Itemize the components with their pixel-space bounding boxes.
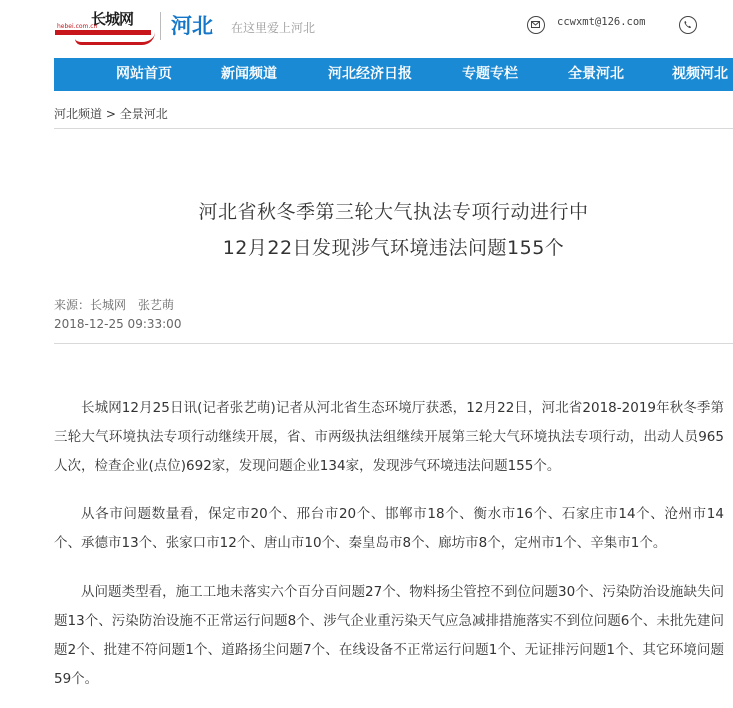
article-paragraph-2: 从各市问题数量看，保定市20个、邢台市20个、邯郸市18个、衡水市16个、石家庄市14个、沧州市14个、承德市13个、张家口市12个、唐山市10个、秦皇岛市8个、廊坊市8个，定州市1个、辛集市1个。 xyxy=(54,506,724,551)
breadcrumb xyxy=(54,105,168,122)
contact-email[interactable]: ccwxmt@126.com xyxy=(557,16,646,28)
logo-subtext: hebei.com.cn xyxy=(57,23,98,30)
nav-item-video[interactable]: 视频河北 xyxy=(672,66,728,82)
breadcrumb-home-link[interactable]: 河北频道 xyxy=(54,107,103,121)
nav-item-home[interactable]: 网站首页 xyxy=(116,66,172,82)
logo-text: 长城网 xyxy=(91,10,134,28)
breadcrumb-divider xyxy=(54,128,733,129)
site-header xyxy=(0,0,733,58)
article-paragraph-3: 从问题类型看，施工工地未落实六个百分百问题27个、物料扬尘管控不到位问题30个、污染防治设施缺失问题13个、污染防治设施不正常运行问题8个、涉气企业重污染天气应急减排措施落实不到位问题6个、未批先建问题2个、批建不符问题1个、道路扬尘问题7个、在线设备不正常运行问题1个、无证排污问题1个、其它环境问题59个。 xyxy=(54,584,724,687)
phone-icon[interactable] xyxy=(679,16,697,34)
article-paragraph-1: 长城网12月25日讯(记者张艺萌)记者从河北省生态环境厅获悉，12月22日，河北省2018-2019年秋冬季第三轮大气环境执法专项行动继续开展，省、市两级执法组继续开展第三轮大气环境执法专项行动，出动人员965人次，检查企业(点位)692家，发现问题企业134家，发现涉气环境违法问题155个。 xyxy=(54,400,724,474)
meta-divider xyxy=(54,343,733,344)
site-slogan: 在这里爱上河北 xyxy=(231,21,316,35)
nav-item-panorama[interactable]: 全景河北 xyxy=(568,66,624,82)
nav-item-special-topics[interactable]: 专题专栏 xyxy=(462,66,518,82)
article-title-line1: 河北省秋冬季第三轮大气执法专项行动进行中 xyxy=(198,201,589,223)
breadcrumb-current-link[interactable]: 全景河北 xyxy=(119,107,168,121)
breadcrumb-separator: > xyxy=(105,107,116,121)
nav-item-news[interactable]: 新闻频道 xyxy=(221,66,277,82)
article-datetime: 2018-12-25 09:33:00 xyxy=(54,317,182,331)
main-nav xyxy=(54,58,733,91)
mail-icon[interactable] xyxy=(527,16,545,34)
article-source: 来源：长城网 张艺萌 xyxy=(54,298,175,312)
nav-item-economic-daily[interactable]: 河北经济日报 xyxy=(328,66,412,82)
article-title-line2: 12月22日发现涉气环境违法问题155个 xyxy=(222,237,565,259)
header-divider xyxy=(160,12,161,40)
site-logo[interactable] xyxy=(55,6,155,42)
site-name: 河北 xyxy=(171,14,213,38)
logo-swoosh xyxy=(75,32,155,45)
